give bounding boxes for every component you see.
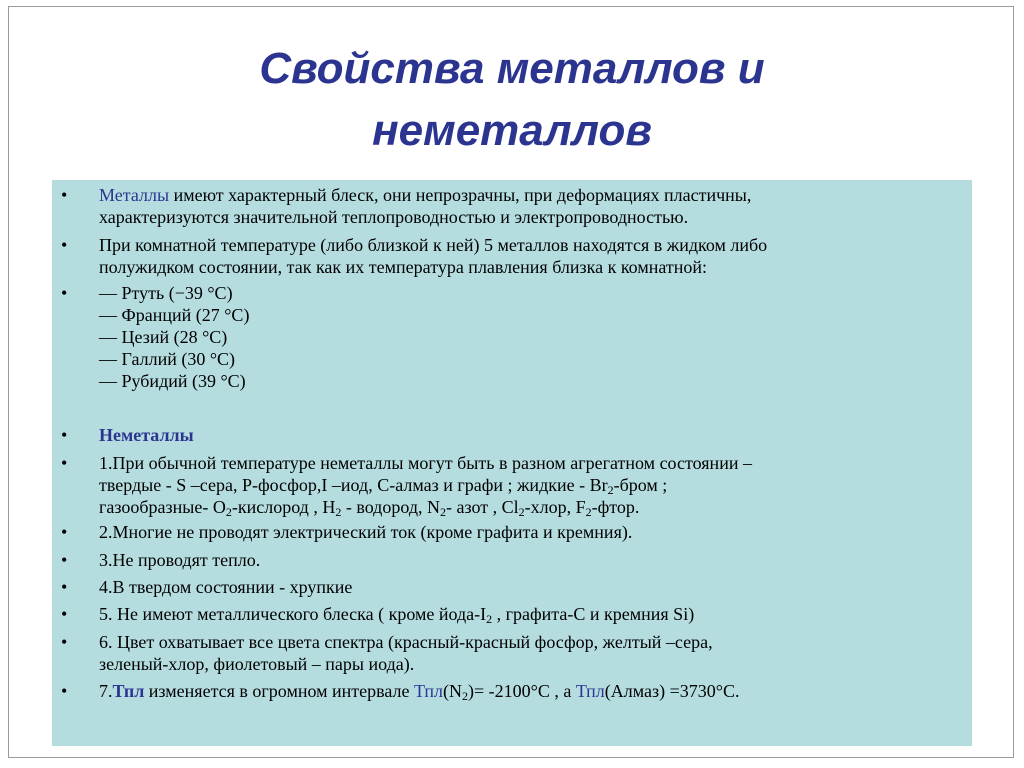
bullet-icon: • [61,453,68,473]
bullet-icon: • [61,185,68,205]
metals-term: Металлы [99,185,170,205]
metal-gallium: — Галлий (30 °C) [99,349,236,369]
bullet-icon: • [61,522,68,542]
bullet-icon: • [61,604,68,624]
metal-cesium: — Цезий (28 °C) [99,327,228,347]
metal-rubidium: — Рубидий (39 °C) [99,371,246,391]
metal-francium: — Франций (27 °C) [99,305,250,325]
title-line-1: Свойства металлов и [259,44,765,93]
content-panel: • Металлы имеют характерный блеск, они непрозрачны, при деформациях пластичны, характеризуются значительной теплопроводностью и электропроводностью. • При комнатной температуре (либо близкой к ней) 5 металлов находятся в жидком либо полужидком состоянии, так как их температура плавления близка к комнатной: • — Ртуть (−39 °C) — Франций (27 °C) — Цезий (28 °C) — Галлий (30 °C) — Рубидий (39 °C) • Неметаллы • 1.При обычной температуре неметаллы могут быть в разном агрегатном состоянии – твердые - S –сера, Р-фосфор,I –иод, С-алмаз и графи ; жидкие - $Br_2$-бром ; газообразные- $О_2$-кислород , $Н_2$ - водород, $N_2-$ азот , $Cl_2$-хлор, $F_2$-фтор. • 2.Многие не проводят электрический ток (кроме графита и кремния). • 3.Не проводят тепло. • 4.В твердом состоянии - хрупкие • 5. Не имеют металлического блеска ( кроме йода-$I_2$ , графита-С и кремния Si) • 6. Цвет охватывает все цвета спектра (красный-красный фосфор, желтый –сера, зеленый-хлор, фиолетовый – пары иода). • 7.Тпл изменяется в огромном интервале $Тпл(N_2)= -2100^\circ C$ , а Тпл(Алмаз) =3730°С. [52,180,972,746]
bullet-icon: • [61,632,68,652]
slide-title [0,38,1024,162]
bullet-icon: • [61,425,68,445]
nonmetals-heading: Неметаллы [99,425,194,445]
metal-mercury: — Ртуть (−39 °C) [99,283,233,303]
bullet-icon: • [61,577,68,597]
bullet-icon: • [61,681,68,701]
title-line-2: неметаллов [372,106,652,155]
bullet-icon: • [61,550,68,570]
bullet-icon: • [61,283,68,303]
bullet-icon: • [61,235,68,255]
